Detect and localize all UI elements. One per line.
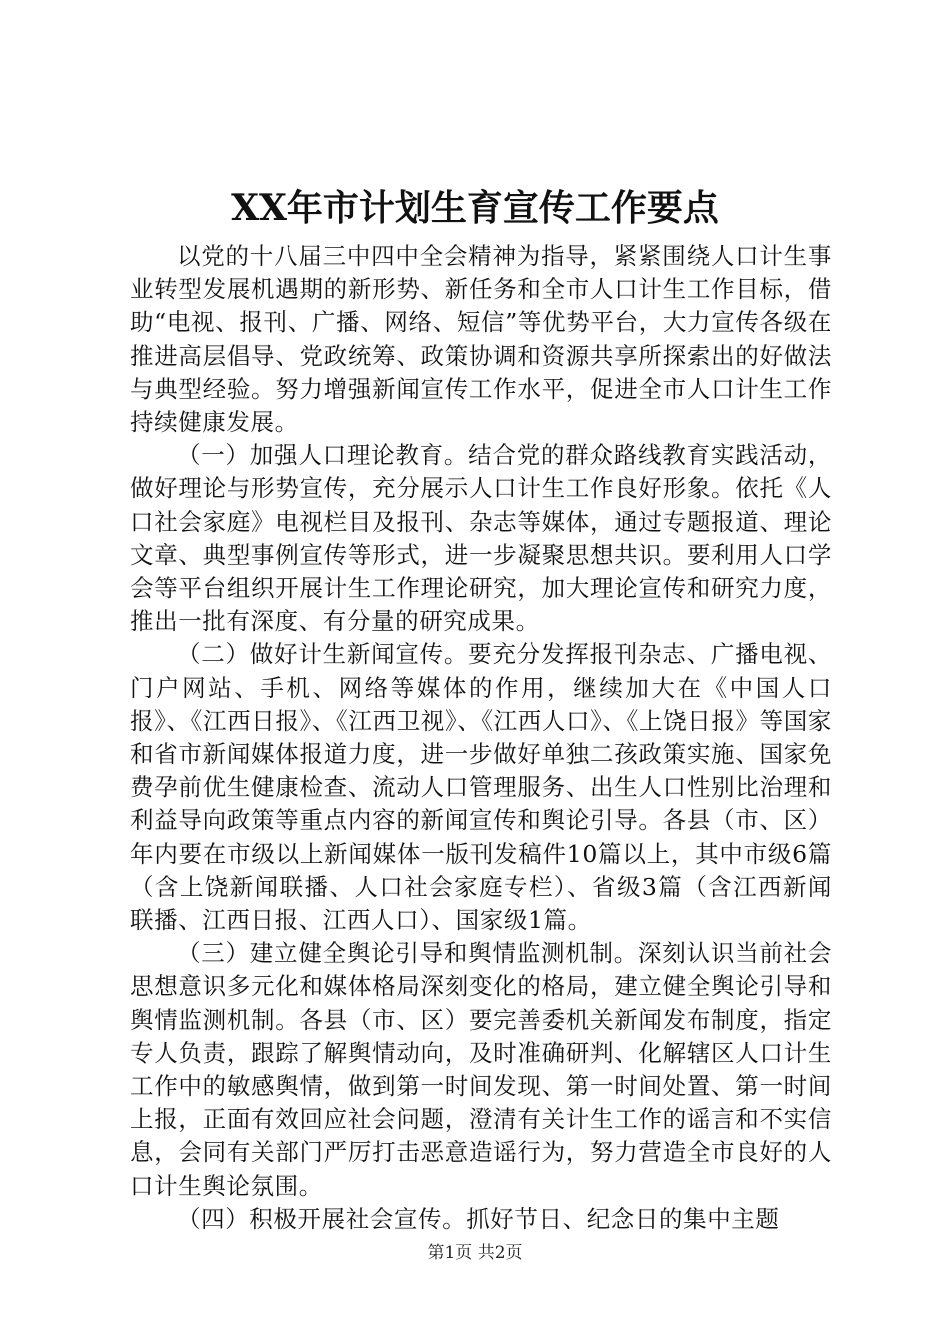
page-footer: 第1页 共2页	[427, 1243, 523, 1263]
document-body	[130, 240, 832, 1236]
paragraph-section-1: （一）加强人口理论教育。结合党的群众路线教育实践活动，做好理论与形势宣传，充分展示人口计生工作良好形象。依托《人口社会家庭》电视栏目及报刊、杂志等媒体，通过专题报道、理论文章、典型事例宣传等形式，进一步凝聚思想共识。要利用人口学会等平台组织开展计生工作理论研究，加大理论宣传和研究力度，推出一批有深度、有分量的研究成果。	[130, 441, 832, 636]
paragraph-section-4: （四）积极开展社会宣传。抓好节日、纪念日的集中主题	[177, 1204, 780, 1233]
paragraph-intro: 以党的十八届三中四中全会精神为指导，紧紧围绕人口计生事业转型发展机遇期的新形势、新任务和全市人口计生工作目标，借助“电视、报刊、广播、网络、短信”等优势平台，大力宣传各级在推进高层倡导、党政统筹、政策协调和资源共享所探索出的好做法与典型经验。努力增强新闻宣传工作水平，促进全市人口计生工作持续健康发展。	[130, 242, 832, 437]
document-title: XX年市计划生育宣传工作要点	[231, 187, 719, 229]
paragraph-section-3: （三）建立健全舆论引导和舆情监测机制。深刻认识当前社会思想意识多元化和媒体格局深刻变化的格局，建立健全舆论引导和舆情监测机制。各县（市、区）要完善委机关新闻发布制度，指定专人负责，跟踪了解舆情动向，及时准确研判、化解辖区人口计生工作中的敏感舆情，做到第一时间发现、第一时间处置、第一时间上报，正面有效回应社会问题，澄清有关计生工作的谣言和不实信息，会同有关部门严厉打击恶意造谣行为，努力营造全市良好的人口计生舆论氛围。	[130, 939, 832, 1200]
paragraph-section-2: （二）做好计生新闻宣传。要充分发挥报刊杂志、广播电视、门户网站、手机、网络等媒体的作用，继续加大在《中国人口报》、《江西日报》、《江西卫视》、《江西人口》、《上饶日报》等国家和省市新闻媒体报道力度，进一步做好单独二孩政策实施、国家免费孕前优生健康检查、流动人口管理服务、出生人口性别比治理和利益导向政策等重点内容的新闻宣传和舆论引导。各县（市、区）年内要在市级以上新闻媒体一版刊发稿件10篇以上，其中市级6篇（含上饶新闻联播、人口社会家庭专栏）、省级3篇（含江西新闻联播、江西日报、江西人口）、国家级1篇。	[130, 640, 832, 935]
